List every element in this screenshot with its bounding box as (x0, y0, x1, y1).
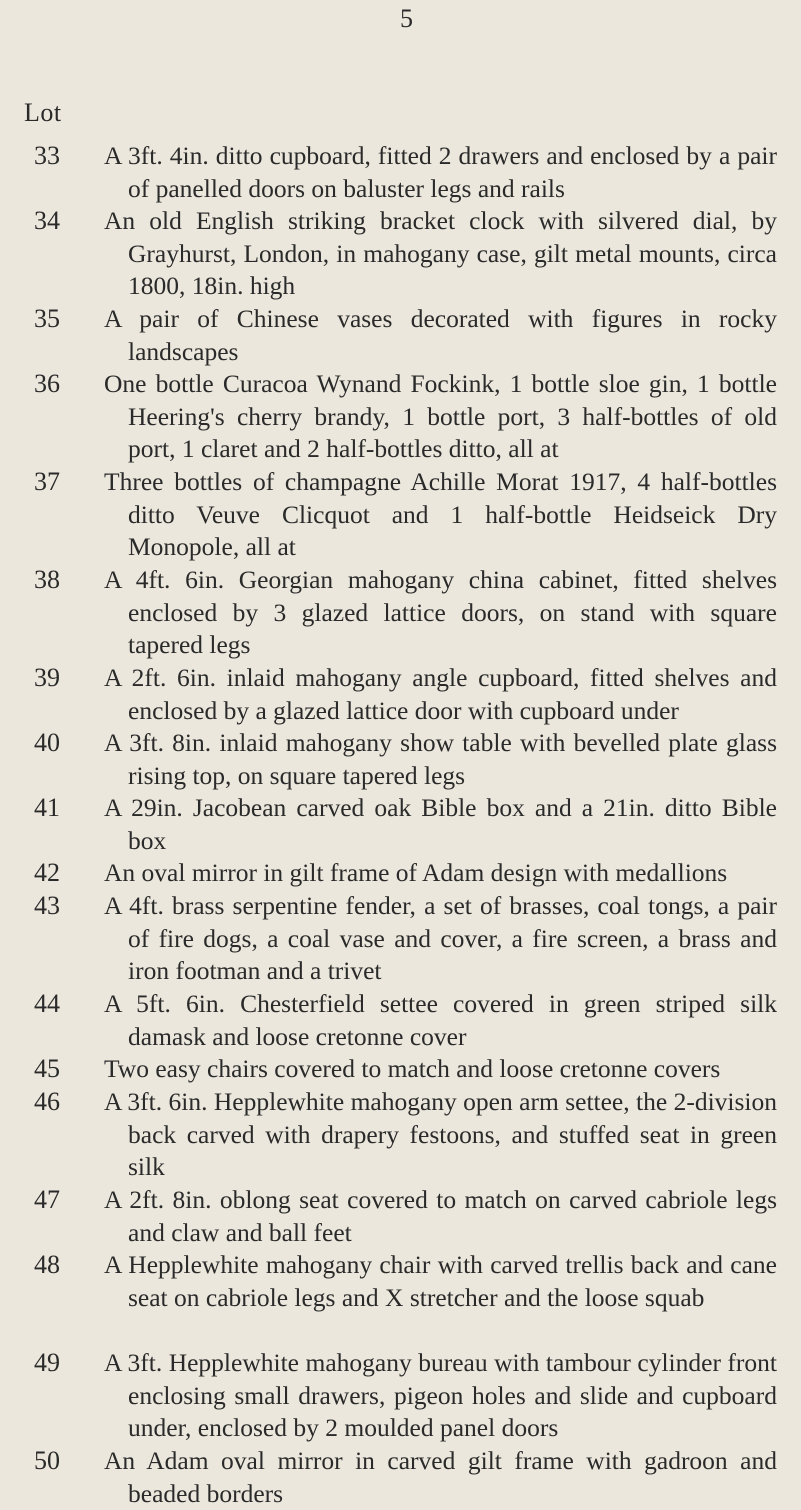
lot-number: 46 (34, 1087, 60, 1116)
lot-description: A 3ft. 6in. Hepplewhite mahogany open arm settee, the 2-division back carved with drapery festoons, and stuffed seat in green silk (104, 1087, 777, 1182)
lot-entry (0, 890, 801, 988)
lot-number: 41 (34, 793, 60, 822)
lot-description: A Hepplewhite mahogany chair with carved trellis back and cane seat on cabriole legs and X stretcher and the loose squab (104, 1250, 777, 1312)
lot-description: A 5ft. 6in. Chesterfield settee covered in green striped silk damask and loose cretonne cover (104, 989, 777, 1051)
lot-entry (0, 368, 801, 466)
lot-entry (0, 1184, 801, 1249)
lot-entry (0, 140, 801, 205)
lot-number: 50 (34, 1446, 60, 1475)
lot-description: Two easy chairs covered to match and loose cretonne covers (104, 1054, 721, 1083)
lot-description: An old English striking bracket clock with silvered dial, by Grayhurst, London, in mahogany case, gilt metal mounts, circa 1800, 18in. high (104, 206, 777, 301)
lot-entry (0, 662, 801, 727)
lot-description: An oval mirror in gilt frame of Adam design with medallions (104, 858, 728, 887)
lot-entry (0, 1249, 801, 1347)
lot-entry (0, 466, 801, 564)
lot-number: 33 (34, 141, 60, 170)
lot-description: A pair of Chinese vases decorated with figures in rocky landscapes (104, 304, 777, 366)
lot-description: An Adam oval mirror in carved gilt frame with gadroon and beaded borders (104, 1446, 777, 1508)
lot-entry (0, 727, 801, 792)
lot-entry (0, 205, 801, 303)
lot-description: A 4ft. brass serpentine fender, a set of brasses, coal tongs, a pair of fire dogs, a coal vase and cover, a fire screen, a brass and iron footman and a trivet (104, 891, 777, 986)
lot-number: 39 (34, 663, 60, 692)
lot-description: A 3ft. 8in. inlaid mahogany show table with bevelled plate glass rising top, on square tapered legs (104, 728, 777, 790)
lot-description: A 2ft. 8in. oblong seat covered to match on carved cabriole legs and claw and ball feet (104, 1185, 777, 1247)
lot-number: 42 (34, 858, 60, 887)
lot-entry (0, 792, 801, 857)
lot-number: 38 (34, 565, 60, 594)
lot-entry (0, 303, 801, 368)
lot-number: 45 (34, 1054, 60, 1083)
lot-list (0, 140, 801, 1510)
lot-number: 36 (34, 369, 60, 398)
lot-number: 49 (34, 1348, 60, 1377)
lot-entry (0, 1086, 801, 1184)
lot-number: 47 (34, 1185, 60, 1214)
lot-number: 40 (34, 728, 60, 757)
lot-number: 48 (34, 1250, 60, 1279)
lot-description: A 2ft. 6in. inlaid mahogany angle cupboard, fitted shelves and enclosed by a glazed lattice door with cupboard under (104, 663, 777, 725)
lot-description: A 3ft. 4in. ditto cupboard, fitted 2 drawers and enclosed by a pair of panelled doors on baluster legs and rails (104, 141, 777, 203)
lot-entry (0, 564, 801, 662)
lot-description: One bottle Curacoa Wynand Fockink, 1 bottle sloe gin, 1 bottle Heering's cherry brandy, 1 bottle port, 3 half-bottles of old port, 1 claret and 2 half-bottles ditto, all at (104, 369, 777, 464)
lot-description: A 3ft. Hepplewhite mahogany bureau with tambour cylinder front enclosing small drawers, pigeon holes and slide and cupboard under, enclosed by 2 moulded panel doors (104, 1348, 777, 1443)
lot-number: 44 (34, 989, 60, 1018)
lot-entry (0, 1347, 801, 1445)
lot-number: 34 (34, 206, 60, 235)
lot-number: 37 (34, 467, 60, 496)
lot-description: A 4ft. 6in. Georgian mahogany china cabinet, fitted shelves enclosed by 3 glazed lattice doors, on stand with square tapered legs (104, 565, 777, 660)
lot-entry (0, 857, 801, 890)
lot-number: 35 (34, 304, 60, 333)
lot-entry (0, 1445, 801, 1510)
lot-entry (0, 1053, 801, 1086)
lot-entry (0, 988, 801, 1053)
page-number: 5 (400, 4, 413, 33)
lot-description: Three bottles of champagne Achille Morat 1917, 4 half-bottles ditto Veuve Clicquot and 1 half-bottle Heidseick Dry Monopole, all at (104, 467, 777, 562)
lot-number: 43 (34, 891, 60, 920)
lot-description: A 29in. Jacobean carved oak Bible box and a 21in. ditto Bible box (104, 793, 777, 855)
lot-column-heading: Lot (24, 98, 62, 127)
